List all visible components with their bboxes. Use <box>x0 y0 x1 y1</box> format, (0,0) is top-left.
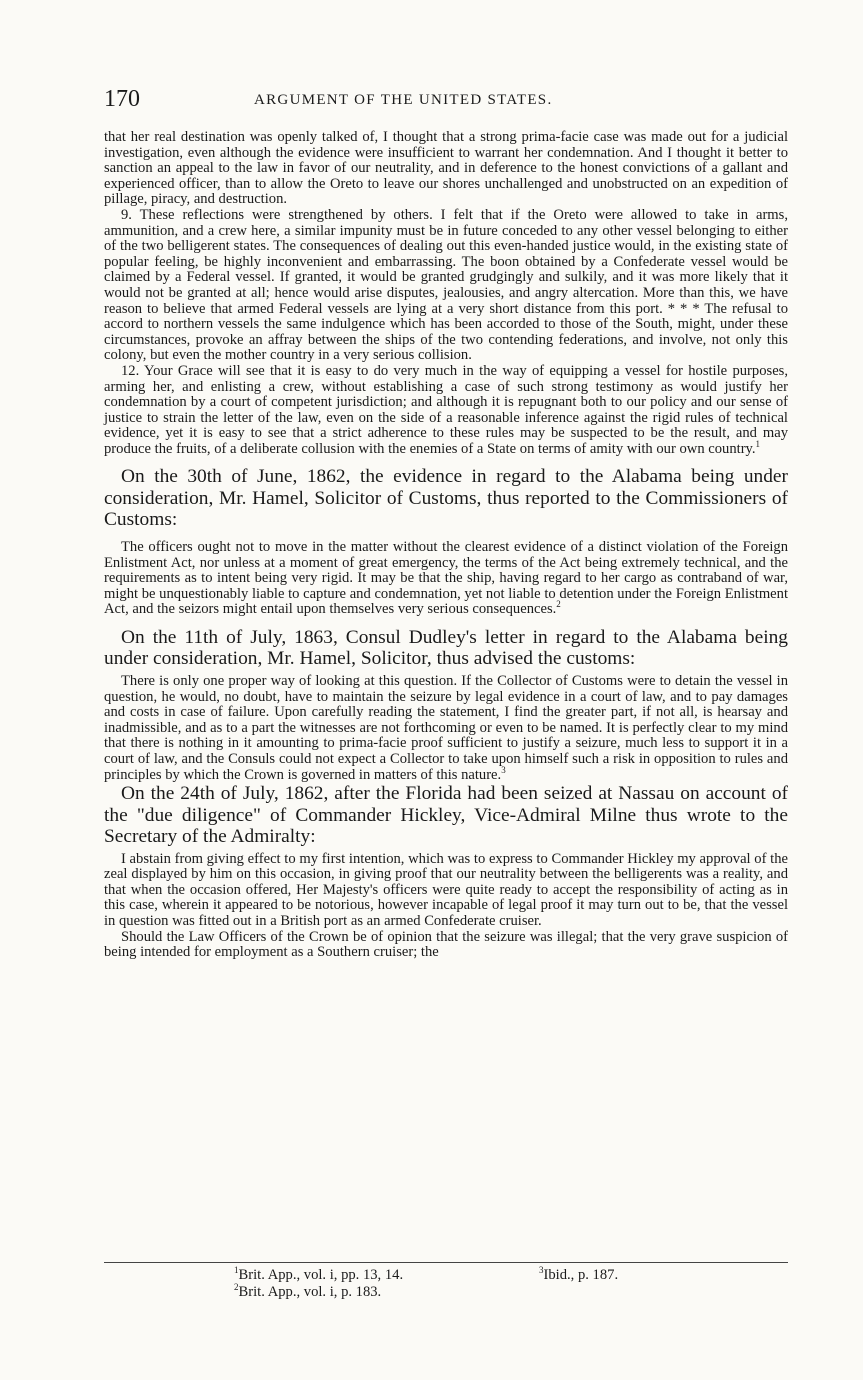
page-number: 170 <box>104 86 140 112</box>
quote-hamel-report: The officers ought not to move in the matter without the clearest evidence of a distinct violation of the Foreign Enlistment Act, nor unless at a moment of great emergency, the terms of the Act being extremely technical, and the requirements as to intent being very rigid. It may be that the ship, having regard to her cargo as contraband of war, might be unquestionably liable to capture and condemnation, yet not liable to detention under the Foreign Enlistment Act, and the seizors might entail upon themselves very serious consequences.$^2$ <box>104 538 788 618</box>
footnote-1: $^1$Brit. App., vol. i, pp. 13, 14. <box>234 1265 404 1283</box>
letter-paragraph-1: that her real destination was openly talked of, I thought that a strong prima-facie case was made out for a judicial investigation, even although the evidence were insufficient to warrant her condemnation. And I thought it better to sanction an appeal to the law in favor of our neutrality, and in deference to the honest convictions of a gallant and experienced officer, than to allow the Oreto to leave our shores unchallenged and unobstructed on an expedition of pillage, piracy, and destruction. <box>104 129 788 208</box>
page-body <box>104 130 788 961</box>
running-head: ARGUMENT OF THE UNITED STATES. <box>254 92 553 108</box>
narrative-paragraph-hamel-report: On the 30th of June, 1862, the evidence in regard to the Alabama being under consideration, Mr. Hamel, Solicitor of Customs, thus reported to the Commissioners of Customs: <box>104 466 788 531</box>
footnote-2: $^2$Brit. App., vol. i, p. 183. <box>234 1282 382 1300</box>
page-header <box>104 86 788 114</box>
footnote-mark: 1 <box>755 439 761 450</box>
footnote-mark: 2 <box>556 599 561 610</box>
footnote-mark: 3 <box>501 764 506 775</box>
narrative-paragraph-hamel-advice: On the 11th of July, 1863, Consul Dudley's letter in regard to the Alabama being under consideration, Mr. Hamel, Solicitor, thus advised the customs: <box>104 626 788 670</box>
quote-milne-2: Should the Law Officers of the Crown be of opinion that the seizure was illegal; that the very grave suspicion of being intended for employment as a Southern cruiser; the <box>104 928 788 961</box>
footnotes <box>104 1262 788 1301</box>
letter-paragraph-12: 12. Your Grace will see that it is easy to do very much in the way of equipping a vessel for hostile purposes, arming her, and enlisting a crew, without establishing a case of such strong testimony as would justify her condemnation by a court of competent jurisdiction; and although it is repugnant both to our policy and our sense of justice to strain the letter of the law, even on the side of a reasonable inference against the rigid rules of technical evidence, yet it is easy to see that a strict adherence to these rules may be suspected to be the result, and may produce the fruits, of a deliberate collusion with the enemies of a State on terms of amity with our own country.$^1$ <box>104 362 788 457</box>
letter-paragraph-9: 9. These reflections were strengthened by others. I felt that if the Oreto were allowed to take in arms, ammunition, and a crew here, a similar impunity must be in future conceded to any other vessel belonging to either of the two belligerent states. The consequences of dealing out this even-handed justice would, in the existing state of popular feeling, be highly inconvenient and embarrassing. The boon obtained by a Confederate vessel would be claimed by a Federal vessel. If granted, it would be granted grudgingly and sulkily, and it was more likely that it would not be granted at all; hence would arise disputes, jealousies, and angry altercation. More than this, we have reason to believe that armed Federal vessels are lying at a very short distance from this port. * * * The refusal to accord to northern vessels the same indulgence which has been accorded to those of the South, might, under these circumstances, provoke an affray between the ships of the two contending federations, and involve, not only this colony, but even the mother country in a very serious collision. <box>104 206 788 364</box>
footnote-3: $^3$Ibid., p. 187. <box>539 1265 619 1283</box>
narrative-paragraph-milne: On the 24th of July, 1862, after the Florida had been seized at Nassau on account of the "due diligence" of Commander Hickley, Vice-Admiral Milne thus wrote to the Secretary of the Admiralty: <box>104 783 788 848</box>
quote-hamel-advice: There is only one proper way of looking at this question. If the Collector of Customs were to detain the vessel in question, he would, no doubt, have to maintain the seizure by legal evidence in a court of law, and to pay damages and costs in case of failure. Upon carefully reading the statement, I find the greater part, if not all, is hearsay and inadmissible, and as to a part the witnesses are not forthcoming or even to be named. It is perfectly clear to my mind that there is nothing in it amounting to prima-facie proof sufficient to justify a seizure, much less to support it in a court of law, and the Consuls could not expect a Collector to take upon himself such a risk in opposition to rules and principles by which the Crown is governed in matters of this nature.$^3$ <box>104 672 788 783</box>
quote-milne-1: I abstain from giving effect to my first intention, which was to express to Commander Hickley my approval of the zeal displayed by him on this occasion, in giving proof that our neutrality between the belligerents was a reality, and that when the occasion offered, Her Majesty's officers were quite ready to accept the responsibility of acting as in this case, wherein it appeared to be notorious, however incapable of legal proof it may turn out to be, that the vessel in question was fitted out in a British port as an armed Confederate cruiser. <box>104 850 788 929</box>
